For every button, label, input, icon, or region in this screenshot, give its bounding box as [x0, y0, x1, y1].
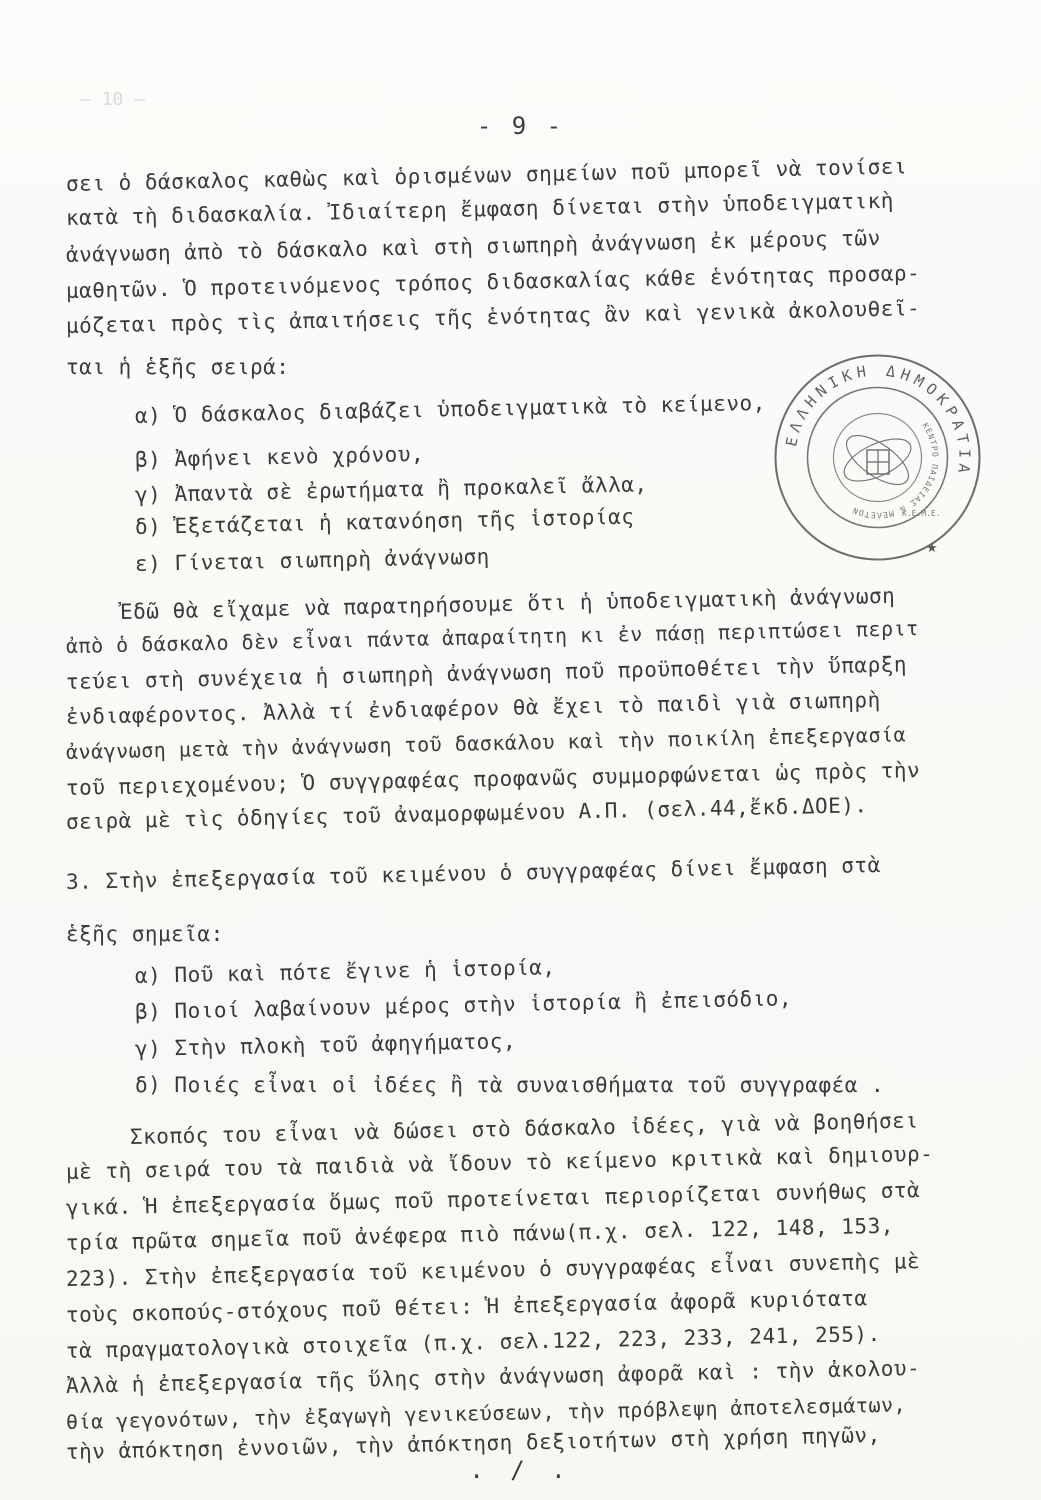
text-line: σει ὁ δάσκαλος καθὼς καὶ ὁρισμένων σημείων ποῦ μπορεῖ νὰ τονίσει	[65, 154, 908, 196]
list-item: β) Ποιοί λαβαίνουν μέρος στὴν ἱστορία ἢ ἐπεισόδιο,	[134, 986, 793, 1024]
list-item: γ) Στὴν πλοκὴ τοῦ ἀφηγήματος,	[134, 1029, 517, 1061]
text-line: γικά. Ἡ ἐπεξεργασία ὅμως ποῦ προτείνεται περιορίζεται συνήθως στὰ	[65, 1178, 921, 1220]
stamp-seal-icon	[770, 350, 985, 565]
text-line: ἀνάγνωση μετὰ τὴν ἀνάγνωση τοῦ δασκάλου καὶ τὴν ποικίλη ἐπεξεργασία	[65, 722, 907, 764]
page-number: - 9 -	[476, 112, 565, 140]
list-item: ε) Γίνεται σιωπηρὴ ἀνάγνωση	[134, 544, 491, 576]
list-item: δ) Ποιές εἶναι οἱ ἰδέες ἢ τὰ συναισθήματα τοῦ συγγραφέα .	[135, 1073, 885, 1097]
show-through-text: — 10 —	[80, 89, 146, 110]
text-line: 3. Στὴν ἐπεξεργασία τοῦ κειμένου ὁ συγγραφέας δίνει ἔμφαση στὰ	[65, 852, 881, 894]
list-item: β) Ἀφήνει κενὸ χρόνου,	[134, 441, 425, 472]
text-line: θία γεγονότων, τὴν ἐξαγωγὴ γενικεύσεων, τὴν πρόβλεψη ἀποτελεσμάτων,	[65, 1392, 907, 1434]
list-item: δ) Ἐξετάζεται ἡ κατανόηση τῆς ἱστορίας	[134, 504, 635, 539]
text-line: ἀνάγνωση ἀπὸ τὸ δάσκαλο καὶ στὴ σιωπηρὴ ἀνάγνωση ἐκ μέρους τῶν	[65, 225, 881, 267]
text-line: κατὰ τὴ διδασκαλία. Ἰδιαίτερη ἔμφαση δίνεται στὴν ὑποδειγματικὴ	[65, 188, 895, 230]
text-line: Ἐδῶ θὰ εἴχαμε νὰ παρατηρήσουμε ὅτι ἡ ὑποδειγματικὴ ἀνάγνωση	[119, 583, 896, 624]
text-line: τοῦ περιεχομένου; Ὁ συγγραφέας προφανῶς συμμορφώνεται ὡς πρὸς τὴν	[65, 758, 921, 800]
stamp-outer-text: ΕΛΛΗΝΙΚΗ ΔΗΜΟΚΡΑΤΙΑ	[782, 361, 974, 480]
text-line: τρία πρῶτα σημεῖα ποῦ ἀνέφερα πιὸ πάνω(π.χ. σελ. 122, 148, 153,	[65, 1213, 895, 1255]
text-line: ἐνδιαφέροντος. Ἀλλὰ τί ἐνδιαφέρον θὰ ἔχει τὸ παιδὶ γιὰ σιωπηρὴ	[65, 687, 881, 729]
continuation-mark: . / .	[469, 1456, 572, 1484]
text-line: ται ἡ ἑξῆς σειρά:	[66, 355, 290, 379]
text-line: Σκοπός του εἶναι νὰ δώσει στὸ δάσκαλο ἰδέες, γιὰ νὰ βοηθήσει	[129, 1108, 919, 1149]
list-item: α) Ὁ δάσκαλος διαβάζει ὑποδειγματικὰ τὸ κείμενο,	[134, 390, 766, 428]
text-line: μαθητῶν. Ὁ προτεινόμενος τρόπος διδασκαλίας κάθε ἑνότητας προσαρ-	[65, 261, 921, 303]
list-item: γ) Ἀπαντὰ σὲ ἐρωτήματα ἢ προκαλεῖ ἄλλα,	[134, 472, 648, 507]
text-line: τὰ πραγματολογικὰ στοιχεῖα (π.χ. σελ.122, 223, 233, 241, 255).	[65, 1321, 881, 1363]
stamp-inner-text: ΚΕΝΤΡΟ ΠΑΙΔΕΙΑΣ & ΜΕΛΕΤΩΝ	[850, 421, 940, 520]
text-line: ἑξῆς σημεῖα:	[66, 922, 224, 946]
stamp-abbreviation: Κ.Ε.Μ.Ε.	[902, 509, 941, 518]
text-line: τὴν ἀπόκτηση ἐννοιῶν, τὴν ἀπόκτηση δεξιοτήτων στὴ χρήση πηγῶν,	[65, 1422, 881, 1464]
text-line: Ἀλλὰ ἡ ἐπεξεργασία τῆς ὕλης στὴν ἀνάγνωση ἀφορᾶ καὶ : τὴν ἀκολου-	[65, 1356, 921, 1398]
text-line: 223). Στὴν ἐπεξεργασία τοῦ κειμένου ὁ συγγραφέας εἶναι συνεπὴς μὲ	[65, 1249, 921, 1291]
text-line: τοὺς σκοπούς-στόχους ποῦ θέτει: Ἡ ἐπεξεργασία ἀφορᾶ κυριότατα	[65, 1286, 868, 1327]
text-line: ἀπὸ ὁ δάσκαλο δὲν εἶναι πάντα ἀπαραίτητη κι ἐν πάσῃ περιπτώσει περιτ	[65, 616, 919, 658]
text-line: μὲ τὴ σειρά του τὰ παιδιὰ νὰ ἴδουν τὸ κείμενο κριτικὰ καὶ δημιουρ-	[65, 1141, 934, 1184]
official-stamp	[770, 350, 985, 565]
text-line: τεύει στὴ συνέχεια ἡ σιωπηρὴ ἀνάγνωση ποῦ προϋποθέτει τὴν ὕπαρξη	[65, 652, 908, 694]
svg-text:★: ★	[926, 541, 938, 556]
text-line: μόζεται πρὸς τὶς ἀπαιτήσεις τῆς ἑνότητας ἂν καὶ γενικὰ ἀκολουθεῖ-	[65, 296, 921, 338]
list-item: α) Ποῦ καὶ πότε ἔγινε ἡ ἱστορία,	[134, 955, 556, 988]
text-line: σειρὰ μὲ τὶς ὁδηγίες τοῦ ἀναμορφωμένου Α.Π. (σελ.44,ἔκδ.ΔΟΕ).	[65, 793, 868, 834]
